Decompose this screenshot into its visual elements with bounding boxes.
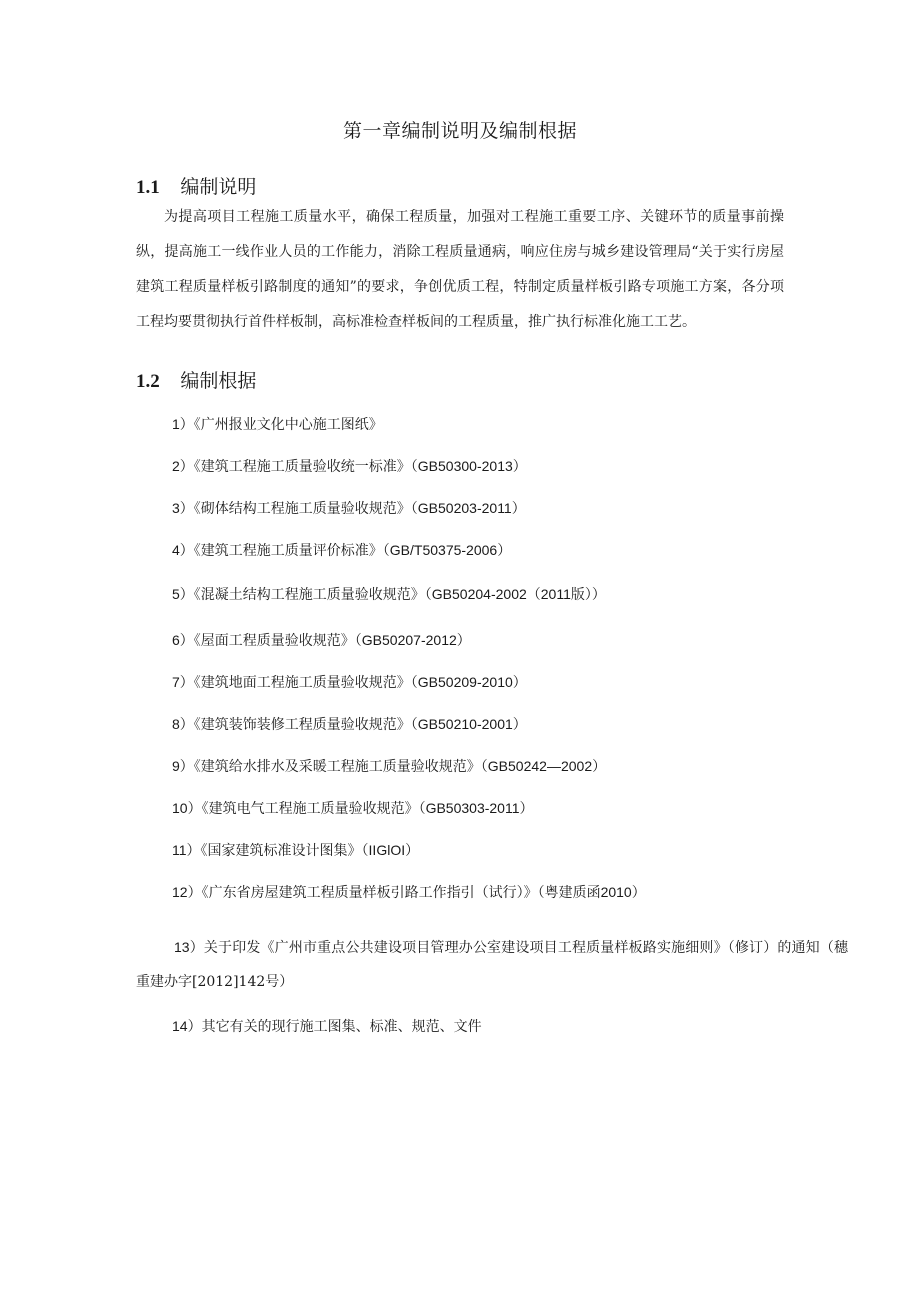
reference-item: 1）《广州报业文化中心施工图纸》 <box>172 416 383 433</box>
reference-item: 2）《建筑工程施工质量验收统一标准》（GB50300-2013） <box>172 458 527 475</box>
reference-item: 10）《建筑电气工程施工质量验收规范》（GB50303-2011） <box>172 800 534 817</box>
section-number: 1.2 <box>136 371 160 392</box>
reference-item: 8）《建筑装饰装修工程质量验收规范》（GB50210-2001） <box>172 716 527 733</box>
chapter-title: 第一章编制说明及编制根据 <box>342 120 577 142</box>
reference-item: 6）《屋面工程质量验收规范》（GB50207-2012） <box>172 632 471 649</box>
reference-item: 12）《广东省房屋建筑工程质量样板引路工作指引（试行）》（粤建质函2010） <box>172 884 646 901</box>
reference-item: 7）《建筑地面工程施工质量验收规范》（GB50209-2010） <box>172 674 527 691</box>
reference-item: 4）《建筑工程施工质量评价标准》（GB/T50375-2006） <box>172 542 512 559</box>
reference-item: 13）关于印发《广州市重点公共建设项目管理办公室建设项目工程质量样板路实施细则》（修订）的通知（穗重建办字[2012]142号） <box>136 939 848 990</box>
reference-item: 9）《建筑给水排水及采暖工程施工质量验收规范》（GB50242—2002） <box>172 758 607 775</box>
section-title: 编制说明 <box>180 176 257 198</box>
section-paragraph: 为提高项目工程施工质量水平，确保工程质量，加强对工程施工重要工序、关键环节的质量事前操纵，提高施工一线作业人员的工作能力，消除工程质量通病，响应住房与城乡建设管理局“关于实行房屋建筑工程质量样板引路制度的通知”的要求，争创优质工程，特制定质量样板引路专项施工方案，各分项工程均要贯彻执行首件样板制，高标准检查样板间的工程质量，推广执行标准化施工工艺。 <box>136 209 784 330</box>
reference-item: 3）《砌体结构工程施工质量验收规范》（GB50203-2011） <box>172 500 526 517</box>
reference-item: 5）《混凝土结构工程施工质量验收规范》（GB50204-2002（2011版）） <box>172 586 606 603</box>
section-number: 1.1 <box>136 177 160 198</box>
reference-item: 11）《国家建筑标准设计图集》（IIGlOI） <box>172 842 420 859</box>
reference-item: 14）其它有关的现行施工图集、标准、规范、文件 <box>172 1018 482 1035</box>
section-title: 编制根据 <box>180 370 257 392</box>
